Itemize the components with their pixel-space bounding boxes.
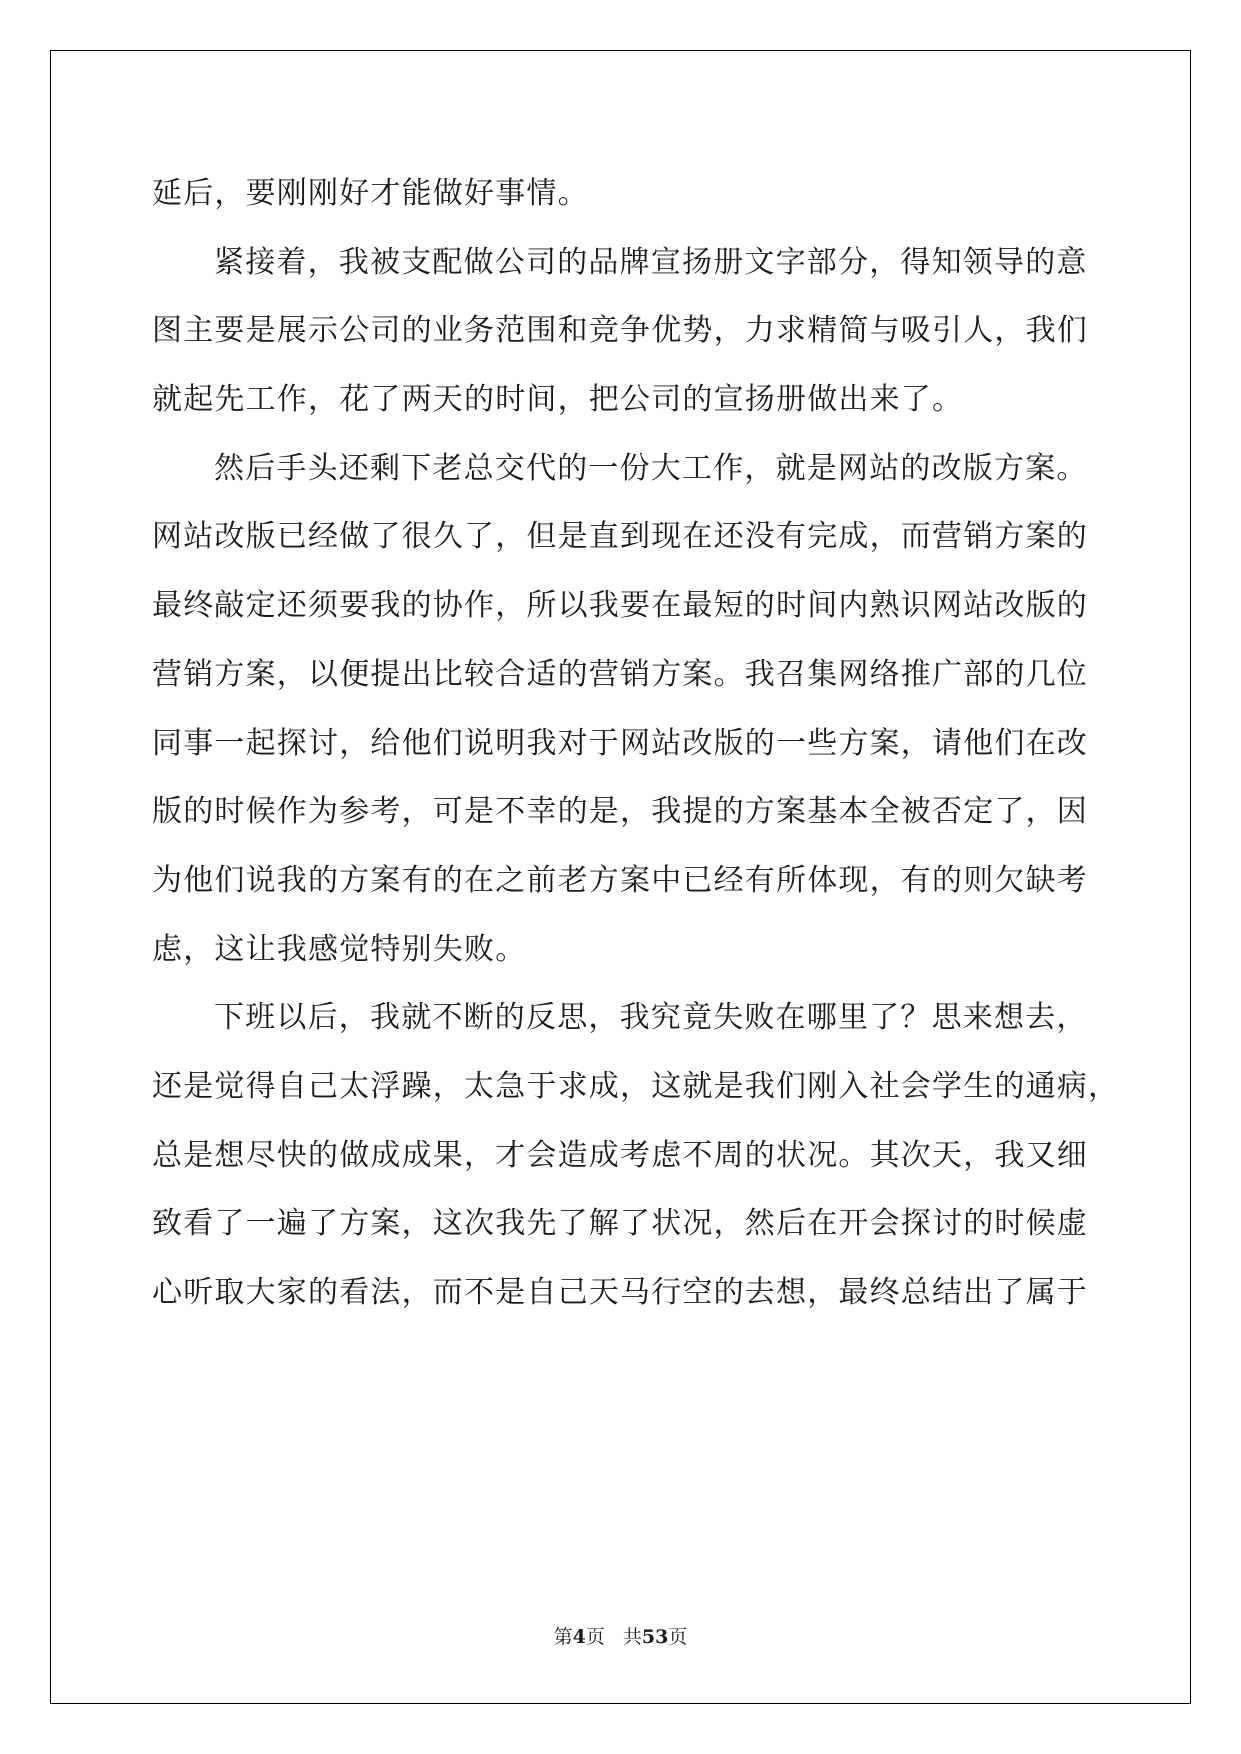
text-line: 心听取大家的看法，而不是自己天马行空的去想，最终总结出了属于 xyxy=(152,1275,1088,1310)
text-line: 营销方案，以便提出比较合适的营销方案。我召集网络推广部的几位 xyxy=(152,656,1088,692)
text-line: 就起先工作，花了两天的时间，把公司的宣扬册做出来了。 xyxy=(152,382,964,418)
text-line: 总是想尽快的做成成果，才会造成考虑不周的状况。其次天，我又细 xyxy=(152,1137,1088,1173)
text-line: 延后，要刚刚好才能做好事情。 xyxy=(152,176,589,211)
text-line: 网站改版已经做了很久了，但是直到现在还没有完成，而营销方案的 xyxy=(152,519,1088,555)
text-line: 图主要是展示公司的业务范围和竞争优势，力求精简与吸引人，我们 xyxy=(152,313,1088,349)
text-line: 最终敲定还须要我的协作，所以我要在最短的时间内熟识网站改版的 xyxy=(152,588,1088,624)
text-line: 紧接着，我被支配做公司的品牌宣扬册文字部分，得知领导的意 xyxy=(214,244,1088,280)
text-line: 还是觉得自己太浮躁，太急于求成，这就是我们刚入社会学生的通病， xyxy=(152,1068,1120,1104)
text-line: 同事一起探讨，给他们说明我对于网站改版的一些方案，请他们在改 xyxy=(152,725,1088,761)
page-number: 4 xyxy=(572,1626,586,1648)
total-suffix: 页 xyxy=(668,1626,688,1648)
text-line: 然后手头还剩下老总交代的一份大工作，就是网站的改版方案。 xyxy=(214,450,1088,486)
total-pages: 53 xyxy=(641,1626,669,1648)
document-body xyxy=(152,160,1120,1328)
page-footer xyxy=(0,1622,1241,1649)
text-line: 版的时候作为参考，可是不幸的是，我提的方案基本全被否定了，因 xyxy=(152,794,1088,830)
total-prefix: 共 xyxy=(622,1626,642,1648)
text-line: 下班以后，我就不断的反思，我究竟失败在哪里了？思来想去， xyxy=(214,1000,1088,1036)
page-prefix: 第 xyxy=(553,1626,573,1648)
text-line: 为他们说我的方案有的在之前老方案中已经有所体现，有的则欠缺考 xyxy=(152,862,1088,898)
text-line: 致看了一遍了方案，这次我先了解了状况，然后在开会探讨的时候虚 xyxy=(152,1206,1088,1242)
text-line: 虑，这让我感觉特别失败。 xyxy=(152,931,527,967)
page-suffix: 页 xyxy=(585,1626,605,1648)
